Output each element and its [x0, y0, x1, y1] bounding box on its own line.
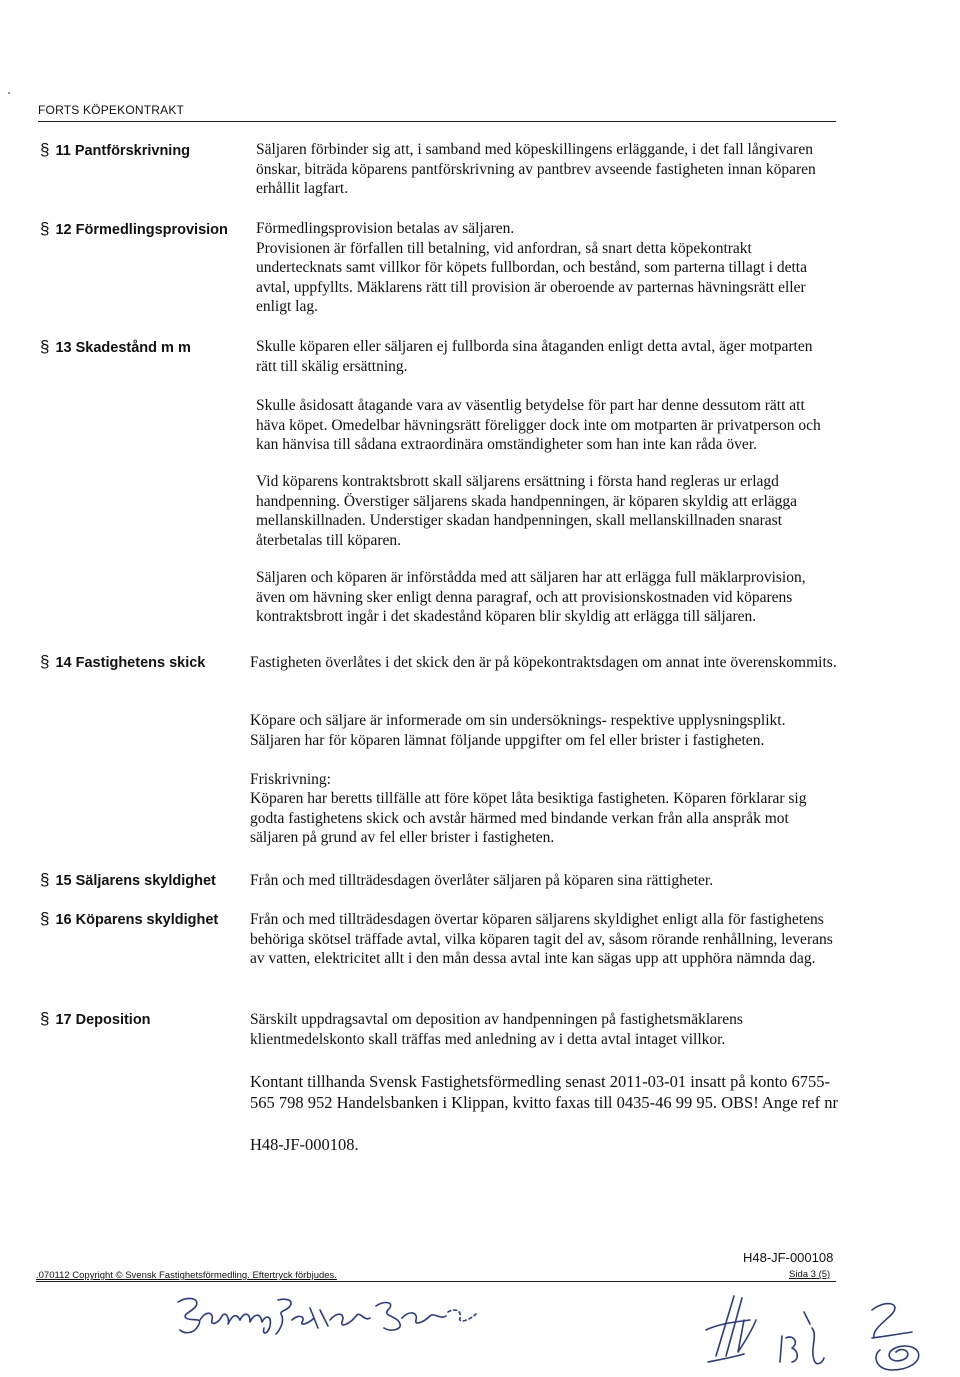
section-13-para-2: Skulle åsidosatt åtagande vara av väsentlig betydelse för part har denne dessutom rätt att häva köpet. Omedelbar hävningsrätt föreligger dock inte om motparten är privatperson och kan hänvisa till sådana extraordinära omständigheter som han inte kan råda över. — [256, 397, 821, 453]
section-14-para-2: Köpare och säljare är informerade om sin undersöknings- respektive upplysningsplikt. Säljaren har för köparen lämnat följande uppgifter om fel eller brister i fastigheten. — [250, 712, 786, 749]
section-16-body: Från och med tillträdesdagen övertar köparen säljarens skyldighet enligt alla för fastighetens behöriga skötsel träffade avtal, vilka köparen tagit del av, såsom rörande renhållning, leverans av vatten, elektricitet allt i den mån dessa avtal inte kan sägas upp att upphöra nämnda dag. — [250, 911, 833, 967]
section-16-title: § 16 Köparens skyldighet — [40, 909, 219, 928]
footer-page-number: Sida 3 (5) — [789, 1269, 831, 1280]
header-rule — [38, 121, 836, 122]
section-17-para-1: Särskilt uppdragsavtal om deposition av handpenningen på fastighetsmäklarens klientmedelskonto skall träffas med anledning av i detta avtal intaget villkor. — [250, 1011, 743, 1048]
section-11-title: § 11 Pantförskrivning — [40, 140, 191, 159]
section-13-para-4: Säljaren och köparen är införstådda med att säljaren har att erlägga full mäklarprovision, även om hävning sker enligt denna paragraf, och att provisionskostnaden vid köparens kontraktsbrott ingår i det skadestånd köparen blir skyldig att erlägga till säljaren. — [256, 569, 806, 625]
section-15-title: § 15 Säljarens skyldighet — [40, 870, 216, 889]
scan-speck — [8, 92, 10, 94]
section-14-title: § 14 Fastighetens skick — [40, 652, 206, 671]
footer-copyright: .070112 Copyright © Svensk Fastighetsförmedling. Eftertryck förbjudes. — [36, 1270, 337, 1281]
document-header: FORTS KÖPEKONTRAKT — [38, 103, 185, 117]
section-12-title: § 12 Förmedlingsprovision — [40, 219, 228, 238]
paragraph: Provisionen är förfallen till betalning, vid anfordran, så snart detta köpekontrakt undertecknats samt villkor för köpets fullbordan, och bestånd, som parterna tillagt i detta avtal, uppfyllts. Mäklarens rätt till provision är oberoende av parternas hävningsrätt eller enligt lag. — [256, 239, 807, 315]
section-13-title: § 13 Skadestånd m m — [40, 337, 191, 356]
section-12-body — [256, 219, 836, 317]
section-17-para-2: Kontant tillhanda Svensk Fastighetsförmedling senast 2011-03-01 insatt på konto 6755-565 798 952 Handelsbanken i Klippan, kvitto faxas till 0435-46 99 95. OBS! Ange ref nr — [250, 1072, 838, 1112]
footer-rule — [36, 1281, 836, 1282]
handwritten-initials — [700, 1290, 940, 1377]
footer-reference: H48-JF-000108 — [743, 1250, 834, 1265]
section-13-para-1: Skulle köparen eller säljaren ej fullborda sina åtaganden enligt detta avtal, äger motparten rätt till skälig ersättning. — [256, 338, 813, 375]
section-11-body — [256, 140, 836, 199]
handwritten-signature-1 — [170, 1290, 500, 1340]
paragraph: Förmedlingsprovision betalas av säljaren. — [256, 220, 515, 237]
section-14-para-1: Fastigheten överlåtes i det skick den är på köpekontraktsdagen om annat inte överenskommits. — [250, 654, 837, 671]
section-17-title: § 17 Deposition — [40, 1009, 151, 1028]
section-17-para-3: H48-JF-000108. — [250, 1135, 359, 1154]
paragraph: Säljaren förbinder sig att, i samband med köpeskillingens erläggande, i det fall långivaren önskar, biträda köparens pantförskrivning av pantbrev avseende fastigheten innan köparen erhållit lagfart. — [256, 141, 816, 197]
section-14-para-4: Köparen har beretts tillfälle att före köpet låta besiktiga fastigheten. Köparen förklarar sig godta fastighetens skick och avstår härmed med bindande verkan från alla anspråk mot säljaren på grund av fel eller brister i fastigheten. — [250, 790, 807, 846]
section-14-para-3: Friskrivning: — [250, 771, 331, 788]
section-15-body: Från och med tillträdesdagen överlåter säljaren på köparen sina rättigheter. — [250, 872, 714, 889]
section-13-para-3: Vid köparens kontraktsbrott skall säljarens ersättning i första hand regleras ur erlagd handpenning. Överstiger säljarens skada handpenningen, är köparen skyldig att erlägga mellanskillnaden. Understiger skadan handpenningen, skall mellanskillnaden snarast återbetalas till köparen. — [256, 473, 798, 549]
